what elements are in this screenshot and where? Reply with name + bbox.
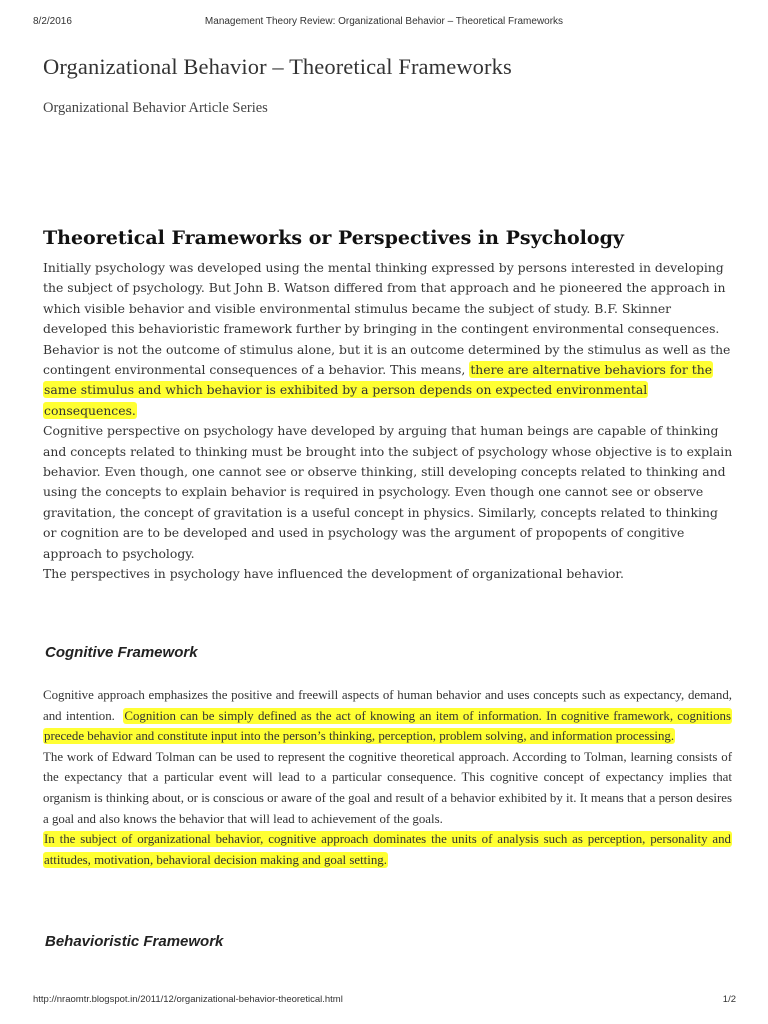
section-heading-behavioristic: Behavioristic Framework bbox=[45, 933, 224, 950]
paragraph bbox=[43, 685, 732, 747]
print-date: 8/2/2016 bbox=[33, 16, 72, 27]
paragraph bbox=[43, 258, 733, 421]
post-title: Organizational Behavior – Theoretical Frameworks bbox=[43, 54, 512, 79]
highlighted-text: Cognition can be simply defined as the act of knowing an item of information. In cognitive framework, cognitions precede behavior and constitute input into the person’s thinking, perception, problem solving, and information processing. bbox=[44, 708, 731, 744]
highlighted-text: In the subject of organizational behavior, cognitive approach dominates the units of analysis such as perception, personality and attitudes, motivation, behavioral decision making and goal setting. bbox=[44, 832, 731, 867]
print-header bbox=[0, 16, 768, 32]
paragraph bbox=[43, 829, 732, 870]
paragraph: Cognitive perspective on psychology have developed by arguing that human beings are capable of thinking and concepts related to thinking must be brought into the subject of psychology whose objective is to explain behavior. Even though, one cannot see or observe thinking, still developing concepts related to thinking and using the concepts to explain behavior is required in psychology. Even though one cannot see or observe gravitation, the concept of gravitation is a useful concept in physics. Similarly, concepts related to thinking or cognition are to be developed and used in psychology was the argument of propopents of congitive approach to psychology. bbox=[43, 423, 733, 561]
paragraph-text: Cognitive approach emphasizes the positive and freewill aspects of human behavior and uses concepts such as expectancy, demand, and intention. bbox=[43, 688, 732, 723]
section-body-cognitive bbox=[43, 685, 732, 870]
print-page-title: Management Theory Review: Organizational Behavior – Theoretical Frameworks bbox=[204, 16, 564, 27]
page-number: 1/2 bbox=[722, 994, 736, 1005]
paragraph: The perspectives in psychology have influenced the development of organizational behavior. bbox=[43, 566, 624, 582]
paragraph: The work of Edward Tolman can be used to represent the cognitive theoretical approach. According to Tolman, learning consists of the expectancy that a particular event will lead to a particular consequence. This cognitive concept of expectancy implies that organism is thinking about, or is conscious or aware of the goal and result of a behavior exhibited by it. It means that a person desires a goal and also knows the behavior that will lead to achievement of the goals. bbox=[43, 749, 732, 826]
print-url: http://nraomtr.blogspot.in/2011/12/organizational-behavior-theoretical.html bbox=[33, 994, 343, 1005]
highlighted-text: there are alternative behaviors for the same stimulus and which behavior is exhibited by a person depends on expected environmental consequences. bbox=[44, 362, 713, 418]
section-body-psychology bbox=[43, 258, 733, 585]
series-label: Organizational Behavior Article Series bbox=[43, 100, 268, 116]
section-heading-cognitive: Cognitive Framework bbox=[45, 644, 198, 661]
paragraph-text: Initially psychology was developed using the mental thinking expressed by persons interested in developing the subject of psychology. But John B. Watson differed from that approach and he pioneered the approach in which visible behavior and visible environmental stimulus became the subject of study. B.F. Skinner developed this behavioristic framework further by bringing in the contingent environmental consequences. Behavior is not the outcome of stimulus alone, but it is an outcome determined by the stimulus as well as the contingent environmental consequences of a behavior. This means, bbox=[43, 260, 731, 378]
print-footer bbox=[0, 994, 768, 1010]
section-heading-psychology: Theoretical Frameworks or Perspectives in Psychology bbox=[43, 227, 624, 249]
